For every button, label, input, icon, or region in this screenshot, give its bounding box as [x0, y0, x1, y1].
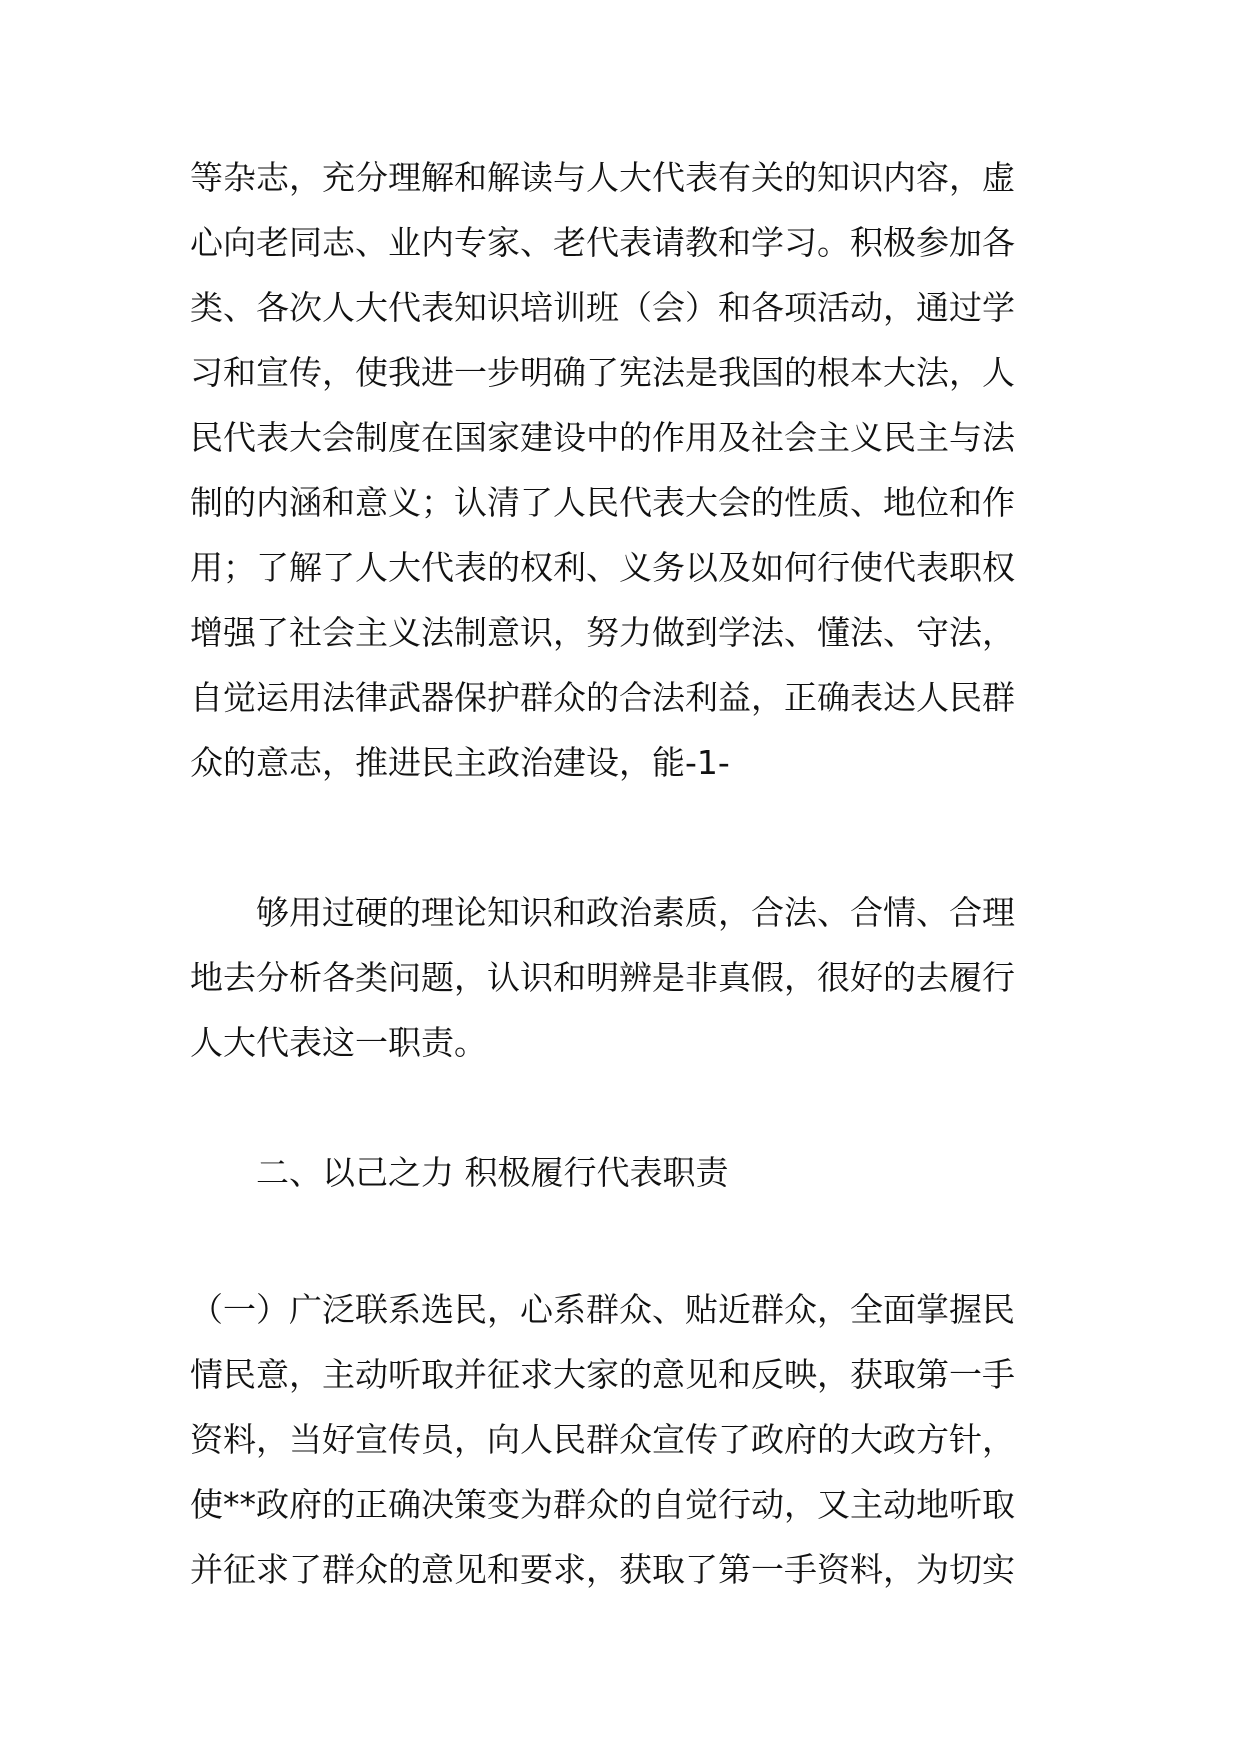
- text-line: 用；了解了人大代表的权利、义务以及如何行使代表职权: [190, 548, 1015, 587]
- text-line: 地去分析各类问题，认识和明辨是非真假，很好的去履行: [190, 958, 1015, 997]
- text-line: 人大代表这一职责。: [190, 1023, 487, 1062]
- text-line: 民代表大会制度在国家建设中的作用及社会主义民主与法: [190, 418, 1015, 457]
- text-line: 心向老同志、业内专家、老代表请教和学习。积极参加各: [190, 223, 1015, 262]
- text-line: 并征求了群众的意见和要求，获取了第一手资料，为切实: [190, 1550, 1015, 1589]
- paragraph-2: [190, 880, 1065, 1075]
- text-line: 众的意志，推进民主政治建设，能-1-: [190, 743, 730, 782]
- section-heading-block: [190, 1140, 1065, 1205]
- text-line: （一）广泛联系选民，心系群众、贴近群众，全面掌握民: [190, 1290, 1015, 1329]
- paragraph-1: [190, 145, 1065, 795]
- text-line: 制的内涵和意义；认清了人民代表大会的性质、地位和作: [190, 483, 1015, 522]
- text-line: 资料，当好宣传员，向人民群众宣传了政府的大政方针，: [190, 1420, 1015, 1459]
- text-line: 使**政府的正确决策变为群众的自觉行动，又主动地听取: [190, 1485, 1015, 1524]
- section-heading: 二、以己之力 积极履行代表职责: [256, 1153, 729, 1192]
- text-line: 增强了社会主义法制意识，努力做到学法、懂法、守法，: [190, 613, 1015, 652]
- text-line: 够用过硬的理论知识和政治素质，合法、合情、合理: [256, 893, 1015, 932]
- text-line: 等杂志，充分理解和解读与人大代表有关的知识内容，虚: [190, 158, 1015, 197]
- text-line: 习和宣传，使我进一步明确了宪法是我国的根本大法，人: [190, 353, 1015, 392]
- text-line: 情民意，主动听取并征求大家的意见和反映，获取第一手: [190, 1355, 1015, 1394]
- text-line: 类、各次人大代表知识培训班（会）和各项活动，通过学: [190, 288, 1015, 327]
- text-line: 自觉运用法律武器保护群众的合法利益，正确表达人民群: [190, 678, 1015, 717]
- paragraph-3: [190, 1277, 1065, 1602]
